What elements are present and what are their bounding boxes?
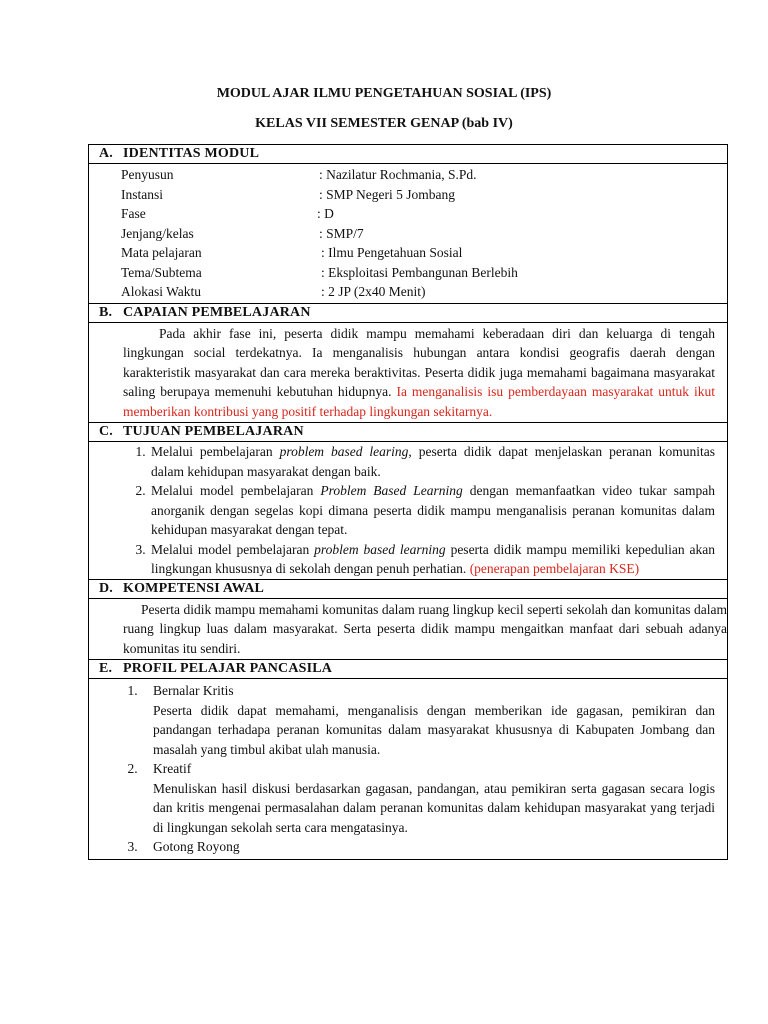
- kompetensi-block: [89, 598, 728, 660]
- objective-item: [149, 540, 715, 579]
- section-c-header: [89, 423, 728, 442]
- kompetensi-paragraph: Peserta didik mampu memahami komunitas dalam ruang lingkup kecil seperti sekolah dan komunitas dalam ruang lingkup luas dalam masyarakat. Serta peserta didik mampu mengaitkan manfaat dari sebuah adanya komunitas itu sendiri.: [123, 601, 727, 656]
- identity-label: Alokasi Waktu: [121, 284, 202, 299]
- identity-value: : Eksploitasi Pembangunan Berlebih: [321, 264, 518, 280]
- objective-italic-text: Problem Based Learning: [320, 483, 463, 498]
- objective-highlight-text: (penerapan pembelajaran KSE): [469, 561, 640, 576]
- section-e-header-row: [89, 660, 728, 679]
- identity-row: [121, 165, 727, 185]
- objective-text: dengan memanfaatkan video tukar sampah anorganik dengan segelas kopi dimana peserta didik mampu menganalisis peranan komunitas dalam kehidupan masyarakat dengan tepat.: [151, 483, 715, 537]
- profil-item: [141, 759, 715, 837]
- objective-text: Melalui model pembelajaran: [151, 541, 315, 557]
- profil-item: [141, 681, 715, 759]
- profil-item-desc: Peserta didik dapat memahami, menganalisis dengan memberikan ide gagasan, pemikiran dan pandangan terhadapa peranan komunitas dalam masyarakat khususnya di Kabupaten Jombang dan masalah yang timbul akibat ulah manusia.: [153, 702, 715, 757]
- objective-item: [149, 442, 715, 481]
- section-d-header-row: [89, 579, 728, 598]
- section-b-letter: B.: [99, 304, 113, 320]
- objectives-block: [89, 442, 728, 580]
- identity-row: [121, 282, 727, 302]
- section-d-body-row: [89, 598, 728, 660]
- identity-label: Tema/Subtema: [121, 264, 202, 280]
- objective-italic-text: problem based learing: [279, 444, 409, 459]
- profil-block: [89, 679, 728, 860]
- capaian-paragraph: [123, 324, 715, 422]
- objective-item: [149, 481, 715, 540]
- identity-value: : D: [317, 206, 334, 221]
- identity-row: [121, 263, 727, 283]
- section-a-body-row: [89, 164, 728, 304]
- capaian-text: Pada akhir fase ini, peserta didik mampu memahami keberadaan diri dan keluarga di tengah lingkungan social terdekatnya. Ia menganalisis hubungan antara kondisi geografis daerah dengan karakteristik masyarakat dan cara mereka beraktivitas. Peserta didik juga memahami bagaimana masyarakat saling berupaya memenuhi kebutuhan hidupnya.: [123, 325, 715, 399]
- document-subtitle: KELAS VII SEMESTER GENAP (bab IV): [255, 116, 513, 131]
- document-title: MODUL AJAR ILMU PENGETAHUAN SOSIAL (IPS): [216, 86, 552, 101]
- identity-value: : 2 JP (2x40 Menit): [321, 284, 426, 299]
- section-a-header-row: [89, 145, 728, 164]
- section-b-title: CAPAIAN PEMBELAJARAN: [123, 304, 311, 320]
- profil-item-title: Kreatif: [153, 761, 192, 776]
- section-d-letter: D.: [99, 580, 114, 596]
- section-c-title: TUJUAN PEMBELAJARAN: [123, 424, 304, 439]
- section-c-letter: C.: [99, 424, 114, 439]
- identity-label: Fase: [121, 206, 146, 221]
- objectives-list: [89, 442, 727, 579]
- profil-item-title: Bernalar Kritis: [153, 683, 234, 698]
- section-a-letter: A.: [99, 146, 114, 161]
- objective-text: Melalui model pembelajaran: [151, 483, 321, 498]
- section-b-header-row: [89, 303, 728, 322]
- identity-row: [121, 224, 727, 244]
- profil-list: [89, 679, 727, 859]
- profil-item: [141, 837, 715, 857]
- identity-value: : Nazilatur Rochmania, S.Pd.: [319, 167, 477, 182]
- section-e-header: [89, 660, 728, 679]
- section-a-title: IDENTITAS MODUL: [123, 146, 260, 161]
- objective-text: peserta didik mampu memiliki kepedulian akan lingkungan khususnya di sekolah dengan penuh perhatian.: [151, 541, 715, 576]
- identity-value: : SMP Negeri 5 Jombang: [319, 186, 455, 202]
- identity-row: [121, 185, 727, 205]
- module-table: [88, 144, 728, 860]
- profil-item-desc: Menuliskan hasil diskusi berdasarkan gagasan, pandangan, atau pemikiran serta gagasan secara logis dan kritis mengenai permasalahan dalam peranan komunitas dalam kehidupan masyarakat yang terjadi di lingkungan sekolah serta cara mengatasinya.: [153, 780, 715, 835]
- section-b-header: [89, 303, 728, 322]
- section-e-body-row: [89, 679, 728, 860]
- identity-label: Jenjang/kelas: [121, 225, 194, 241]
- identity-row: [121, 204, 727, 224]
- section-c-body-row: [89, 442, 728, 580]
- capaian-highlight-text: Ia menganalisis isu pemberdayaan masyarakat untuk ikut memberikan kontribusi yang positif terhadap lingkungan sekitarnya.: [123, 384, 716, 419]
- objective-text: , peserta didik dapat menjelaskan peranan komunitas dalam kehidupan masyarakat dengan baik.: [151, 444, 715, 479]
- identity-label: Instansi: [121, 186, 163, 202]
- identity-value: : SMP/7: [319, 225, 364, 241]
- objective-italic-text: problem based learning: [314, 541, 446, 557]
- section-a-header: [89, 145, 728, 164]
- identity-block: [89, 164, 728, 304]
- section-e-title: PROFIL PELAJAR PANCASILA: [123, 661, 333, 676]
- profil-item-title: Gotong Royong: [153, 839, 240, 854]
- objective-text: Melalui pembelajaran: [151, 444, 280, 459]
- section-e-letter: E.: [99, 661, 113, 676]
- identity-row: [121, 243, 727, 263]
- identity-value: : Ilmu Pengetahuan Sosial: [321, 245, 463, 260]
- capaian-block: [89, 322, 728, 423]
- identity-label: Penyusun: [121, 167, 174, 182]
- identity-label: Mata pelajaran: [121, 245, 202, 260]
- section-d-header: [89, 579, 728, 598]
- section-d-title: KOMPETENSI AWAL: [123, 580, 265, 596]
- section-b-body-row: [89, 322, 728, 423]
- section-c-header-row: [89, 423, 728, 442]
